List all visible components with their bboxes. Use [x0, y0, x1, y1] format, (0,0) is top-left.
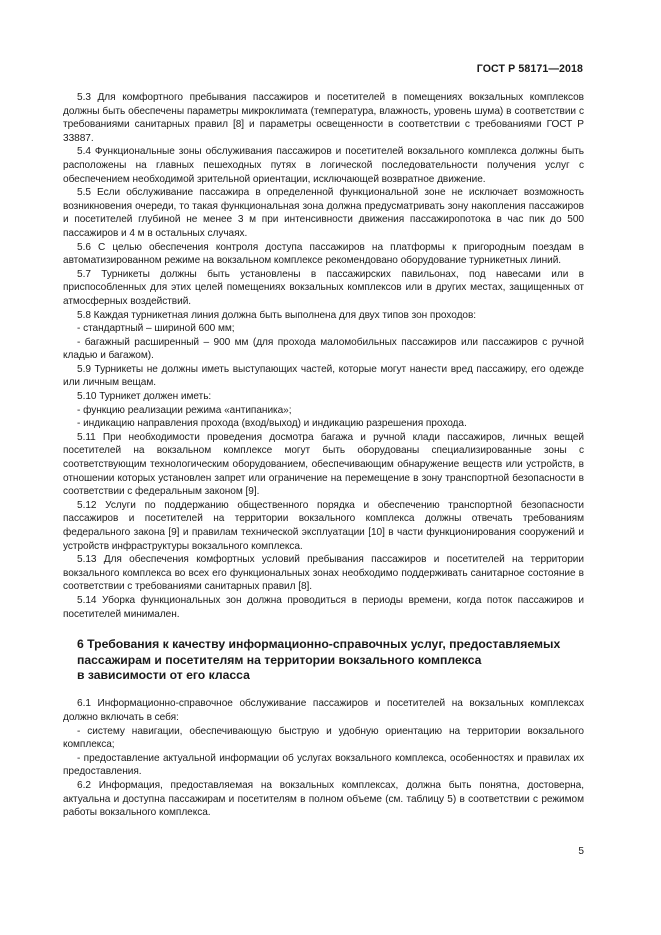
list-item-standard-passage: - стандартный – шириной 600 мм; [77, 323, 235, 335]
paragraph-5-7: 5.7 Турникеты должны быть установлены в пассажирских павильонах, под навесами или в приспособленных для этих целей помещениях вокзальных комплексов или в других местах, защищенных от атмосферных воздействий. [63, 268, 584, 307]
list-item-baggage-passage: - багажный расширенный – 900 мм (для прохода маломобильных пассажиров или пассажиров с ручной кладью и багажом). [63, 336, 584, 362]
list-item-actual-info: - предоставление актуальной информации об услугах вокзального комплекса, особенностях и правилах их предоставления. [63, 752, 584, 778]
paragraph-5-6: 5.6 С целью обеспечения контроля доступа пассажиров на платформы к пригородным поездам в автоматизированном режиме на вокзальном комплексе рекомендовано оборудование турникетных линий. [63, 241, 584, 267]
paragraph-6-1: 6.1 Информационно-справочное обслуживание пассажиров и посетителей на вокзальных комплексах должно включать в себя: [63, 698, 584, 723]
list-item-indication: - индикацию направления прохода (вход/выход) и индикацию разрешения прохода. [77, 418, 467, 430]
page-number: 5 [578, 846, 584, 857]
paragraph-5-10: 5.10 Турникет должен иметь: [77, 391, 212, 403]
section-6-heading-line: пассажирам и посетителям на территории вокзального комплекса [77, 652, 482, 667]
paragraph-5-3: 5.3 Для комфортного пребывания пассажиров и посетителей в помещениях вокзальных комплексов должны быть обеспечены параметры микроклимата (температура, влажность, уровень шума) в соответствии с требованиями санитарных правил [8] и параметры освещенности в соответствии с требованиями ГОСТ Р 33887. [63, 92, 584, 144]
list-item-antipanic: - функцию реализации режима «антипаника»; [77, 404, 292, 416]
list-item-navigation: - систему навигации, обеспечивающую быструю и удобную ориентацию на территории вокзального комплекса; [63, 725, 584, 751]
document-id-header: ГОСТ Р 58171—2018 [476, 63, 583, 75]
page-body [63, 91, 584, 820]
paragraph-5-14: 5.14 Уборка функциональных зон должна проводиться в периоды времени, когда поток пассажиров и посетителей минимален. [63, 594, 584, 620]
section-6-paragraphs [63, 697, 584, 819]
paragraph-6-2: 6.2 Информация, предоставляемая на вокзальных комплексах, должна быть понятна, достоверна, актуальна и доступна пассажирам и посетителям в полном объеме (см. таблицу 5) в соответствии с режимом работы вокзального комплекса. [63, 779, 584, 819]
paragraph-5-13: 5.13 Для обеспечения комфортных условий пребывания пассажиров и посетителей на территории вокзального комплекса во всех его функциональных зонах необходимо поддерживать санитарное состояние в соответствии с требованиями санитарных правил [8]. [63, 554, 584, 593]
paragraph-5-12: 5.12 Услуги по поддержанию общественного порядка и обеспечению транспортной безопасности пассажиров и посетителей на территории вокзального комплекса должны отвечать требованиям федерального закона [9] и правилам технической эксплуатации [10] в части функционирования сооружений и устройств инфраструктуры вокзального комплекса. [63, 499, 584, 552]
paragraph-5-9: 5.9 Турникеты не должны иметь выступающих частей, которые могут нанести вред пассажиру, его одежде или личным вещам. [63, 363, 584, 389]
paragraph-5-8: 5.8 Каждая турникетная линия должна быть выполнена для двух типов зон проходов: [77, 309, 477, 321]
paragraph-5-11: 5.11 При необходимости проведения досмотра багажа и ручной клади пассажиров, личных вещей посетителей на вокзальном комплексе могут быть оборудованы специализированные зоны с соответствующим технологическим оборудованием, обеспечивающим обнаружение веществ или устройств, в отношении которых установлен запрет или ограничение на перемещение в зону транспортной безопасности в соответствии с федеральным законом [9]. [63, 431, 584, 498]
paragraph-5-5: 5.5 Если обслуживание пассажира в определенной функциональной зоне не исключает возможность возникновения очереди, то такая функциональная зона должна предусматривать зону накопления пассажиров и посетителей глубиной не менее 3 м при интенсивности движения пассажиропотока в час пик до 500 пассажиров и 4 м в остальных случаях. [63, 187, 584, 239]
section-6-heading-line: в зависимости от его класса [77, 667, 250, 682]
section-6-heading-line: 6 Требования к качеству информационно-справочных услуг, предоставляемых [77, 637, 561, 652]
section-6-heading [63, 637, 584, 683]
section-5-paragraphs [63, 91, 584, 621]
paragraph-5-4: 5.4 Функциональные зоны обслуживания пассажиров и посетителей вокзального комплекса должны быть расположены на главных пешеходных путях в логической последовательности получения услуг с обеспечением необходимой зрительной ориентации, исключающей возвратное движение. [63, 146, 584, 185]
